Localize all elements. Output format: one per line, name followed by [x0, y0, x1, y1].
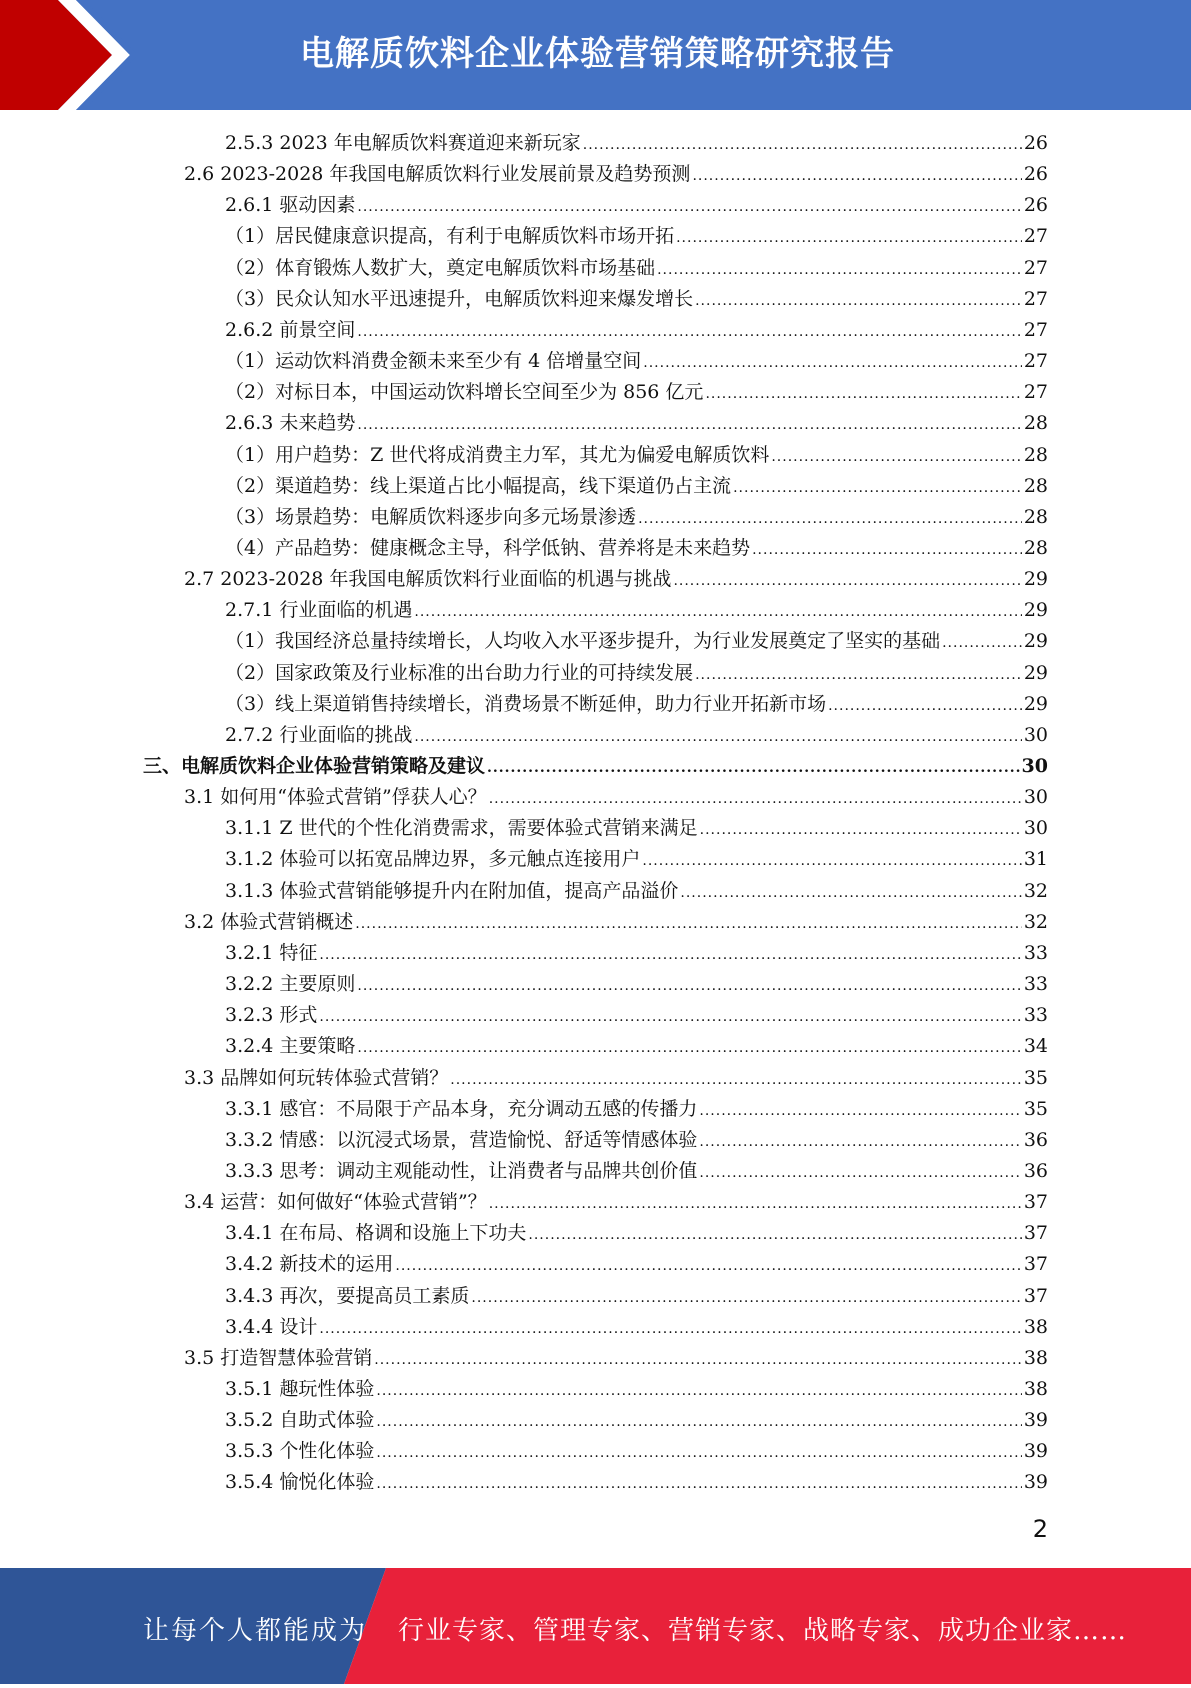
toc-entry-label: （2）国家政策及行业标准的出台助力行业的可持续发展	[225, 661, 694, 684]
toc-entry-label: 3.4.4 设计	[225, 1315, 318, 1338]
toc-entry[interactable]	[184, 907, 1048, 938]
toc-entry-label: （4）产品趋势：健康概念主导，科学低钠、营养将是未来趋势	[225, 536, 751, 559]
toc-entry-page: 30	[1023, 786, 1048, 809]
toc-entry[interactable]	[225, 221, 1048, 252]
toc-leader-dots	[680, 878, 1021, 909]
toc-leader-dots	[357, 971, 1021, 1002]
toc-entry-page: 28	[1023, 474, 1048, 497]
toc-entry-page: 34	[1023, 1035, 1048, 1058]
toc-leader-dots	[828, 691, 1022, 722]
toc-entry-page: 26	[1023, 132, 1048, 154]
toc-entry-page: 30	[1023, 723, 1048, 746]
toc-entry-label: 2.6 2023-2028 年我国电解质饮料行业发展前景及趋势预测	[184, 163, 691, 186]
toc-entry-page: 27	[1023, 256, 1048, 279]
toc-leader-dots	[699, 1096, 1021, 1127]
toc-leader-dots	[699, 1127, 1021, 1158]
toc-leader-dots	[376, 1407, 1021, 1438]
toc-leader-dots	[699, 1158, 1021, 1189]
toc-entry[interactable]	[184, 159, 1048, 190]
toc-entry-page: 29	[1023, 630, 1048, 653]
toc-leader-dots	[450, 1065, 1022, 1096]
toc-entry-label: 3.2.4 主要策略	[225, 1035, 356, 1058]
toc-entry-page: 27	[1023, 225, 1048, 248]
toc-entry[interactable]	[225, 1249, 1048, 1280]
toc-entry-page: 38	[1023, 1378, 1048, 1400]
toc-leader-dots	[705, 379, 1021, 410]
toc-entry-page: 30	[1021, 755, 1048, 777]
toc-entry[interactable]	[225, 844, 1048, 875]
toc-entry-label: （2）对标日本，中国运动饮料增长空间至少为 856 亿元	[225, 381, 704, 404]
toc-entry-page: 39	[1023, 1471, 1048, 1494]
toc-entry-label: 3.1.2 体验可以拓宽品牌边界，多元触点连接用户	[225, 848, 641, 871]
toc-leader-dots	[374, 1345, 1022, 1376]
toc-entry-page: 29	[1023, 692, 1048, 715]
toc-entry[interactable]	[225, 813, 1048, 844]
toc-entry[interactable]	[225, 1000, 1048, 1031]
footer-roles: 行业专家、管理专家、营销专家、战略专家、成功企业家……	[398, 1616, 1128, 1646]
toc-entry[interactable]	[225, 1094, 1048, 1125]
toc-entry-label: （1）居民健康意识提高，有利于电解质饮料市场开拓	[225, 225, 675, 248]
toc-entry-page: 27	[1023, 350, 1048, 373]
toc-entry-label: 3.5 打造智慧体验营销	[184, 1346, 373, 1369]
toc-entry[interactable]	[225, 938, 1048, 969]
toc-entry-page: 33	[1023, 1004, 1048, 1027]
toc-leader-dots	[357, 192, 1021, 223]
toc-entry-label: 3.2 体验式营销概述	[184, 910, 354, 933]
toc-entry-page: 28	[1023, 443, 1048, 466]
toc-entry[interactable]	[225, 471, 1048, 502]
toc-leader-dots	[357, 410, 1021, 441]
toc-entry-label: 3.3.3 思考：调动主观能动性，让消费者与品牌共创价值	[225, 1159, 698, 1182]
toc-leader-dots	[357, 317, 1021, 348]
toc-entry-page: 29	[1023, 599, 1048, 622]
toc-entry-label: （2）渠道趋势：线上渠道占比小幅提高，线下渠道仍占主流	[225, 474, 732, 497]
toc-entry-page: 38	[1023, 1346, 1048, 1369]
toc-entry-label: 2.6.3 未来趋势	[225, 412, 356, 435]
toc-entry[interactable]	[225, 1281, 1048, 1312]
toc-leader-dots	[414, 597, 1021, 628]
toc-entry-label: （3）场景趋势：电解质饮料逐步向多元场景渗透	[225, 505, 637, 528]
toc-entry-page: 33	[1023, 941, 1048, 964]
page-number: 2	[1032, 1515, 1048, 1543]
toc-entry-label: 2.5.3 2023 年电解质饮料赛道迎来新玩家	[225, 132, 581, 154]
toc-entry-label: （3）民众认知水平迅速提升，电解质饮料迎来爆发增长	[225, 287, 694, 310]
toc-entry-page: 28	[1023, 412, 1048, 435]
toc-entry-label: 3.4 运营：如何做好“体验式营销”？	[184, 1191, 487, 1214]
toc-leader-dots	[319, 1002, 1021, 1033]
toc-entry-page: 31	[1023, 848, 1048, 871]
toc-entry-page: 38	[1023, 1315, 1048, 1338]
toc-leader-dots	[414, 722, 1021, 753]
toc-leader-dots	[673, 566, 1021, 597]
toc-entry-page: 36	[1023, 1128, 1048, 1151]
toc-leader-dots	[638, 504, 1022, 535]
toc-entry[interactable]	[225, 689, 1048, 720]
toc-leader-dots	[771, 442, 1021, 473]
toc-entry-page: 32	[1023, 910, 1048, 933]
toc-entry[interactable]	[225, 658, 1048, 689]
toc-entry-label: 3.2.2 主要原则	[225, 973, 356, 996]
toc-entry-page: 37	[1023, 1222, 1048, 1245]
toc-entry[interactable]	[225, 533, 1048, 564]
toc-entry[interactable]	[184, 564, 1048, 595]
toc-entry[interactable]	[225, 502, 1048, 533]
toc-entry-page: 37	[1023, 1191, 1048, 1214]
toc-entry-page: 28	[1023, 505, 1048, 528]
toc-entry[interactable]	[225, 626, 1048, 657]
toc-entry[interactable]	[225, 720, 1048, 751]
toc-leader-dots	[528, 1220, 1021, 1251]
toc-entry-page: 29	[1023, 661, 1048, 684]
toc-entry-page: 30	[1023, 817, 1048, 840]
toc-entry-label: 3.5.2 自助式体验	[225, 1409, 375, 1432]
toc-leader-dots	[676, 223, 1022, 254]
toc-entry-page: 39	[1023, 1409, 1048, 1432]
toc-entry[interactable]	[184, 1063, 1048, 1094]
toc-entry-page: 37	[1023, 1284, 1048, 1307]
toc-entry-page: 27	[1023, 287, 1048, 310]
toc-entry[interactable]	[225, 1436, 1048, 1467]
toc-leader-dots	[376, 1376, 1021, 1407]
toc-entry-page: 37	[1023, 1253, 1048, 1276]
toc-entry[interactable]	[225, 190, 1048, 221]
toc-entry[interactable]	[225, 284, 1048, 315]
header-chevron-graphic	[0, 0, 160, 110]
toc-entry-page: 28	[1023, 536, 1048, 559]
toc-entry[interactable]	[225, 253, 1048, 284]
toc-entry-label: 2.7 2023-2028 年我国电解质饮料行业面临的机遇与挑战	[184, 568, 672, 591]
toc-entry-label: （1）运动饮料消费金额未来至少有 4 倍增量空间	[225, 350, 642, 373]
toc-entry[interactable]	[225, 1125, 1048, 1156]
toc-entry[interactable]	[225, 1031, 1048, 1062]
toc-entry-page: 35	[1023, 1097, 1048, 1120]
toc-entry-label: （2）体育锻炼人数扩大，奠定电解质饮料市场基础	[225, 256, 656, 279]
toc-entry-label: （1）用户趋势：Z 世代将成消费主力军，其尤为偏爱电解质饮料	[225, 443, 770, 466]
toc-entry-label: 3.2.3 形式	[225, 1004, 318, 1027]
toc-entry-label: 3.3.1 感官：不局限于产品本身，充分调动五感的传播力	[225, 1097, 698, 1120]
toc-entry[interactable]	[225, 346, 1048, 377]
page-header	[0, 0, 1191, 110]
toc-leader-dots	[357, 1033, 1021, 1064]
toc-entry[interactable]	[225, 1218, 1048, 1249]
toc-entry[interactable]	[225, 595, 1048, 626]
toc-entry-label: （1）我国经济总量持续增长，人均收入水平逐步提升，为行业发展奠定了坚实的基础	[225, 630, 941, 653]
toc-entry-page: 32	[1023, 879, 1048, 902]
toc-entry[interactable]	[225, 1405, 1048, 1436]
toc-entry-label: 3.3 品牌如何玩转体验式营销？	[184, 1066, 449, 1089]
toc-leader-dots	[700, 815, 1022, 846]
toc-entry-label: 2.6.2 前景空间	[225, 318, 356, 341]
toc-entry[interactable]	[225, 1374, 1048, 1405]
toc-entry-label: 3.5.1 趣玩性体验	[225, 1378, 375, 1400]
toc-leader-dots	[489, 784, 1022, 815]
toc-entry[interactable]	[225, 408, 1048, 439]
toc-entry-label: 3.4.3 再次，要提高员工素质	[225, 1284, 470, 1307]
toc-leader-dots	[695, 286, 1022, 317]
toc-leader-dots	[319, 1314, 1021, 1345]
toc-entry-label: 3.5.3 个性化体验	[225, 1440, 375, 1463]
toc-entry-label: 2.7.1 行业面临的机遇	[225, 599, 413, 622]
toc-leader-dots	[355, 909, 1022, 940]
toc-entry-label: 3.4.2 新技术的运用	[225, 1253, 394, 1276]
toc-entry-page: 36	[1023, 1159, 1048, 1182]
toc-entry[interactable]	[184, 1187, 1048, 1218]
toc-leader-dots	[733, 473, 1022, 504]
toc-entry-page: 26	[1023, 163, 1048, 186]
toc-entry-page: 39	[1023, 1440, 1048, 1463]
toc-entry-label: 2.7.2 行业面临的挑战	[225, 723, 413, 746]
toc-leader-dots	[489, 1189, 1022, 1220]
toc-entry[interactable]	[184, 1343, 1048, 1374]
toc-entry[interactable]	[225, 128, 1048, 159]
toc-leader-dots	[657, 255, 1022, 286]
toc-entry-label: （3）线上渠道销售持续增长，消费场景不断延伸，助力行业开拓新市场	[225, 692, 827, 715]
toc-entry[interactable]	[225, 440, 1048, 471]
toc-entry-label: 3.3.2 情感：以沉浸式场景，营造愉悦、舒适等情感体验	[225, 1128, 698, 1151]
toc-leader-dots	[395, 1251, 1021, 1282]
toc-entry[interactable]	[225, 315, 1048, 346]
toc-entry-label: 3.1 如何用“体验式营销”俘获人心？	[184, 786, 487, 809]
toc-entry-label: 2.6.1 驱动因素	[225, 194, 356, 217]
document-title: 电解质饮料企业体验营销策略研究报告	[300, 34, 895, 74]
toc-entry[interactable]	[225, 1312, 1048, 1343]
toc-leader-dots	[583, 130, 1022, 161]
toc-entry-label: 3.1.1 Z 世代的个性化消费需求，需要体验式营销来满足	[225, 817, 698, 840]
toc-entry-label: 三、电解质饮料企业体验营销策略及建议	[143, 755, 486, 777]
toc-entry-label: 3.1.3 体验式营销能够提升内在附加值，提高产品溢价	[225, 879, 679, 902]
toc-entry[interactable]	[225, 876, 1048, 907]
toc-entry-label: 3.4.1 在布局、格调和设施上下功夫	[225, 1222, 527, 1245]
toc-leader-dots	[643, 348, 1022, 379]
toc-entry[interactable]	[225, 1156, 1048, 1187]
toc-leader-dots	[471, 1283, 1021, 1314]
toc-leader-dots	[376, 1469, 1021, 1500]
toc-leader-dots	[376, 1438, 1021, 1469]
toc-entry-page: 33	[1023, 973, 1048, 996]
toc-entry-page: 27	[1023, 381, 1048, 404]
toc-entry-page: 35	[1023, 1066, 1048, 1089]
toc-entry[interactable]	[143, 751, 1048, 782]
toc-entry[interactable]	[225, 377, 1048, 408]
footer-slogan: 让每个人都能成为	[143, 1616, 368, 1646]
toc-leader-dots	[692, 161, 1021, 192]
toc-entry-page: 26	[1023, 194, 1048, 217]
toc-entry[interactable]	[225, 969, 1048, 1000]
toc-leader-dots	[487, 753, 1020, 784]
toc-leader-dots	[319, 940, 1021, 971]
toc-leader-dots	[695, 660, 1022, 691]
toc-leader-dots	[642, 846, 1021, 877]
toc-entry-page: 27	[1023, 318, 1048, 341]
toc-entry-page: 29	[1023, 568, 1048, 591]
toc-entry-label: 3.5.4 愉悦化体验	[225, 1471, 375, 1494]
toc-leader-dots	[942, 628, 1022, 659]
toc-entry[interactable]	[184, 782, 1048, 813]
toc-entry-label: 3.2.1 特征	[225, 941, 318, 964]
toc-entry[interactable]	[225, 1467, 1048, 1498]
toc-leader-dots	[752, 535, 1022, 566]
